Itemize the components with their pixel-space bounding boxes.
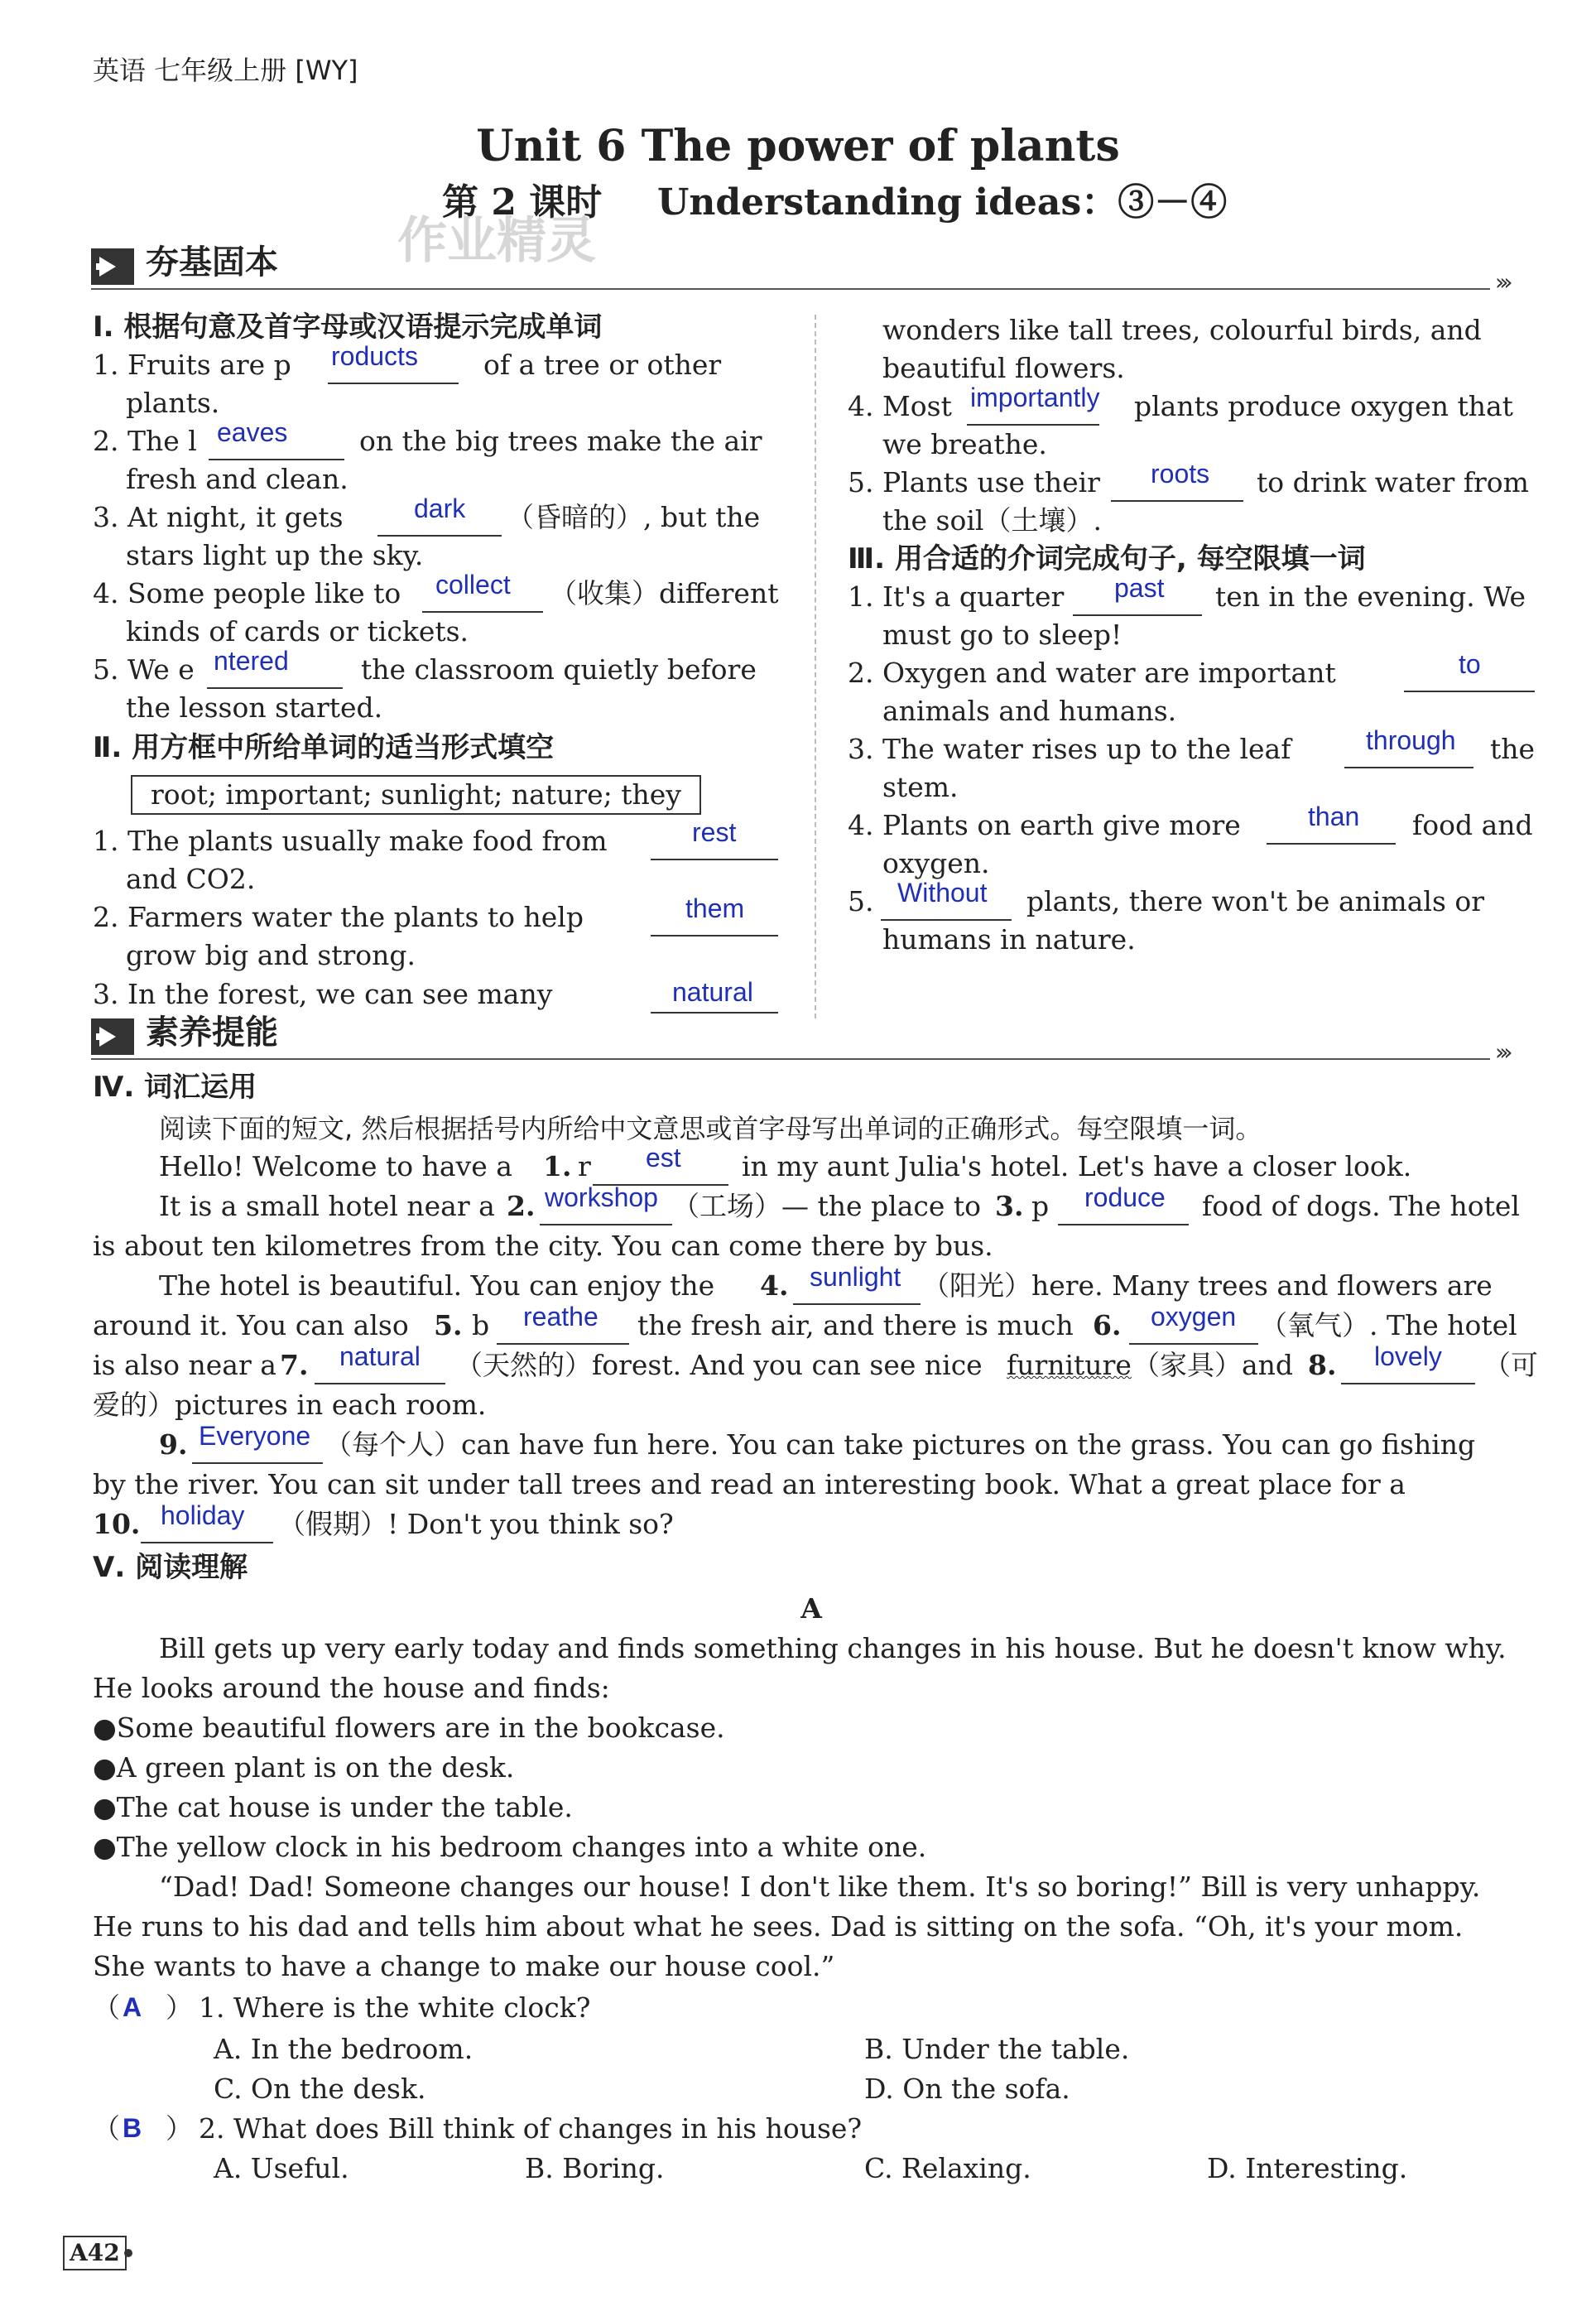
p4-line: The hotel is beautiful. You can enjoy the [159,1269,715,1302]
p1-q5-cont: the classroom quietly before [361,653,757,686]
question: 2. What does Bill think of changes in his house? [199,2112,863,2145]
bullet-item: ●The cat house is under the table. [93,1791,573,1823]
p3-q3-cont: the [1490,733,1536,765]
p2-q4-cont: plants produce oxygen that [1134,390,1513,422]
chevrons-icon: ››› [1495,1038,1508,1066]
p4-line: the fresh air, and there is much [637,1309,1074,1341]
part4-heading: Ⅳ. 词汇运用 [93,1071,257,1104]
part5-heading: Ⅴ. 阅读理解 [93,1551,248,1584]
answer: than [1308,802,1360,831]
p3-q2: 2. Oxygen and water are important [848,657,1336,689]
running-header: 英语 七年级上册 [WY] [93,55,358,86]
p3-q1: 1. It's a quarter [848,580,1065,613]
p3-q4: 4. Plants on earth give more [848,809,1241,841]
blank-number: 9. [159,1428,188,1461]
answer: to [1459,649,1481,679]
p4-line: （阳光）here. Many trees and flowers are [922,1269,1493,1302]
p1-q2: 2. The l [93,425,197,457]
initial-letter: p [1031,1190,1050,1222]
watermark: 作业精灵 [397,212,596,270]
p2-q1-line2: and CO2. [126,863,256,895]
p4-line: food of dogs. The hotel [1202,1190,1520,1222]
passage-line: She wants to have a change to make our house cool.” [93,1950,835,1982]
p4-line: around it. You can also [93,1309,409,1341]
question: 1. Where is the white clock? [199,1991,591,2024]
option[interactable]: D. On the sofa. [864,2073,1070,2105]
blank-number: 4. [760,1269,789,1302]
answer: sunlight [810,1262,901,1292]
unit-title: Unit 6 The power of plants [476,121,1120,171]
p4-line: （每个人）can have fun here. You can take pictures on the grass. You can go fishing [324,1428,1476,1461]
part1-heading: Ⅰ. 根据句意及首字母或汉语提示完成单词 [93,311,603,344]
answer: roots [1151,459,1210,489]
p3-q4-cont: food and [1412,809,1533,841]
blank-number: 6. [1093,1309,1122,1341]
passage-line: Bill gets up very early today and finds something changes in his house. But he doesn't know why. [159,1632,1507,1664]
blank-number: 2. [507,1190,536,1222]
answer: through [1366,725,1456,755]
answer: est [646,1143,681,1172]
answer: rest [692,817,737,847]
p2-q3-line2: wonders like tall trees, colourful birds, and [882,314,1482,346]
p4-line: by the river. You can sit under tall trees and read an interesting book. What a great place for a [93,1468,1406,1500]
answer-bracket-close: ） [166,2112,193,2145]
p3-q1-line2: must go to sleep! [882,619,1122,651]
p4-line: It is a small hotel near a [159,1190,495,1222]
p2-q3-line3: beautiful flowers. [882,352,1125,384]
passage-line: “Dad! Dad! Someone changes our house! I don't like them. It's so boring!” Bill is very unhappy. [159,1871,1481,1903]
p3-q5-cont: plants, there won't be animals or [1026,885,1485,917]
underlined-word: furniture [1007,1349,1132,1381]
p2-q4: 4. Most [848,390,952,422]
option[interactable]: A. Useful. [214,2152,349,2184]
answer: Without [897,878,988,908]
lesson-title: Understanding ideas：③－④ [657,181,1228,224]
part3-heading: Ⅲ. 用合适的介词完成句子, 每空限填一词 [848,542,1366,575]
page-number: A42 [63,2236,127,2270]
answer-bracket-open: （ [93,1991,120,2024]
p4-line: （工场）— the place to [672,1190,982,1222]
word-box: root; important; sunlight; nature; they [131,775,701,815]
choice-answer: B [123,2113,142,2143]
passage-line: He runs to his dad and tells him about what he sees. Dad is sitting on the sofa. “Oh, it's your mom. [93,1910,1464,1943]
p4-line: （家具）and [1132,1349,1294,1381]
p4-line: （天然的）forest. And you can see nice [455,1349,983,1381]
p2-q2: 2. Farmers water the plants to help [93,901,584,933]
p2-q5: 5. Plants use their [848,466,1100,498]
answer: collect [435,570,511,599]
p4-line: is also near a [93,1349,276,1381]
answer-bracket-close: ） [166,1991,193,2024]
answer: oxygen [1151,1302,1237,1331]
answer: natural [339,1341,421,1371]
p3-q1-cont: ten in the evening. We [1215,580,1526,613]
answer: them [685,893,745,923]
p3-q5: 5. [848,885,874,917]
section-title-improve: 素养提能 [146,1014,278,1052]
blank-number: 8. [1308,1349,1337,1381]
option[interactable]: B. Boring. [525,2152,665,2184]
blank-number: 1. [543,1150,572,1182]
answer: past [1114,573,1165,603]
p4-line: is about ten kilometres from the city. You can come there by bus. [93,1230,993,1262]
p1-q5: 5. We e [93,653,195,686]
answer: holiday [161,1500,245,1530]
answer: reathe [523,1302,598,1331]
option[interactable]: C. On the desk. [214,2073,426,2105]
section-title-basic: 夯基固本 [146,243,278,282]
answer: Everyone [199,1421,311,1451]
answer-bracket-open: （ [93,2112,120,2145]
column-divider [815,315,816,1018]
chevrons-icon: ››› [1495,268,1508,296]
section-arrow-icon [91,248,134,285]
p2-q5-cont: to drink water from [1257,466,1529,498]
blank-number: 7. [280,1349,309,1381]
p3-q2-line2: animals and humans. [882,695,1177,727]
answer: roducts [331,341,418,371]
bullet-item: ●A green plant is on the desk. [93,1751,515,1784]
answer: eaves [217,417,288,447]
p1-q1: 1. Fruits are p [93,349,291,381]
answer: workshop [545,1182,658,1212]
p1-q4-line2: kinds of cards or tickets. [126,615,469,648]
p1-q3-line2: stars light up the sky. [126,539,424,571]
p3-q3-line2: stem. [882,771,959,803]
blank-number: 5. [434,1309,463,1341]
blank-number: 3. [995,1190,1024,1222]
lesson-number: 第 2 课时 [442,181,603,224]
option[interactable]: D. Interesting. [1207,2152,1408,2184]
bullet-item: ●Some beautiful flowers are in the bookcase. [93,1712,725,1744]
initial-letter: r [578,1150,591,1182]
p1-q3: 3. At night, it gets [93,501,344,533]
p1-q5-line2: the lesson started. [126,691,383,724]
dot-icon [124,2249,132,2257]
p3-q4-line2: oxygen. [882,847,990,879]
answer: ntered [214,646,289,676]
answer: roduce [1084,1182,1166,1212]
answer: lovely [1374,1341,1442,1371]
option[interactable]: B. Under the table. [864,2033,1130,2065]
p1-q4-cont: （收集）different [550,577,779,609]
answer: natural [672,977,753,1007]
choice-answer: A [123,1992,142,2022]
option[interactable]: C. Relaxing. [864,2152,1031,2184]
p2-q1: 1. The plants usually make food from [93,825,608,857]
p1-q1-cont: of a tree or other [483,349,722,381]
p3-q5-line2: humans in nature. [882,923,1136,956]
bullet-item: ●The yellow clock in his bedroom changes into a white one. [93,1831,927,1863]
p3-q3: 3. The water rises up to the leaf [848,733,1291,765]
answer: dark [414,494,466,523]
p1-q3-cont: （昏暗的）, but the [507,501,761,533]
p1-q1-line2: plants. [126,387,220,419]
p2-q5-line2: the soil（土壤）. [882,504,1102,537]
part2-heading: Ⅱ. 用方框中所给单词的适当形式填空 [93,731,555,764]
answer: importantly [970,383,1100,412]
p1-q4: 4. Some people like to [93,577,401,609]
p1-q2-line2: fresh and clean. [126,463,349,495]
p2-q4-line2: we breathe. [882,428,1047,460]
p4-line: （氧气）. The hotel [1260,1309,1517,1341]
p4-line: 爱的）pictures in each room. [93,1389,487,1421]
option[interactable]: A. In the bedroom. [214,2033,474,2065]
initial-letter: b [472,1309,490,1341]
p4-line: Hello! Welcome to have a [159,1150,512,1182]
p2-q3: 3. In the forest, we can see many [93,978,553,1010]
p4-line: in my aunt Julia's hotel. Let's have a closer look. [742,1150,1412,1182]
part4-instructions: 阅读下面的短文, 然后根据括号内所给中文意思或首字母写出单词的正确形式。每空限填一词。 [159,1113,1262,1144]
p2-q2-line2: grow big and strong. [126,939,416,971]
p1-q2-cont: on the big trees make the air [359,425,762,457]
passage-label: A [800,1592,822,1625]
passage-line: He looks around the house and finds: [93,1672,610,1704]
p4-line: （假期）! Don't you think so? [278,1508,674,1540]
section-arrow-icon [91,1018,134,1055]
blank-number: 10. [93,1508,141,1540]
p4-line: （可 [1483,1349,1538,1381]
